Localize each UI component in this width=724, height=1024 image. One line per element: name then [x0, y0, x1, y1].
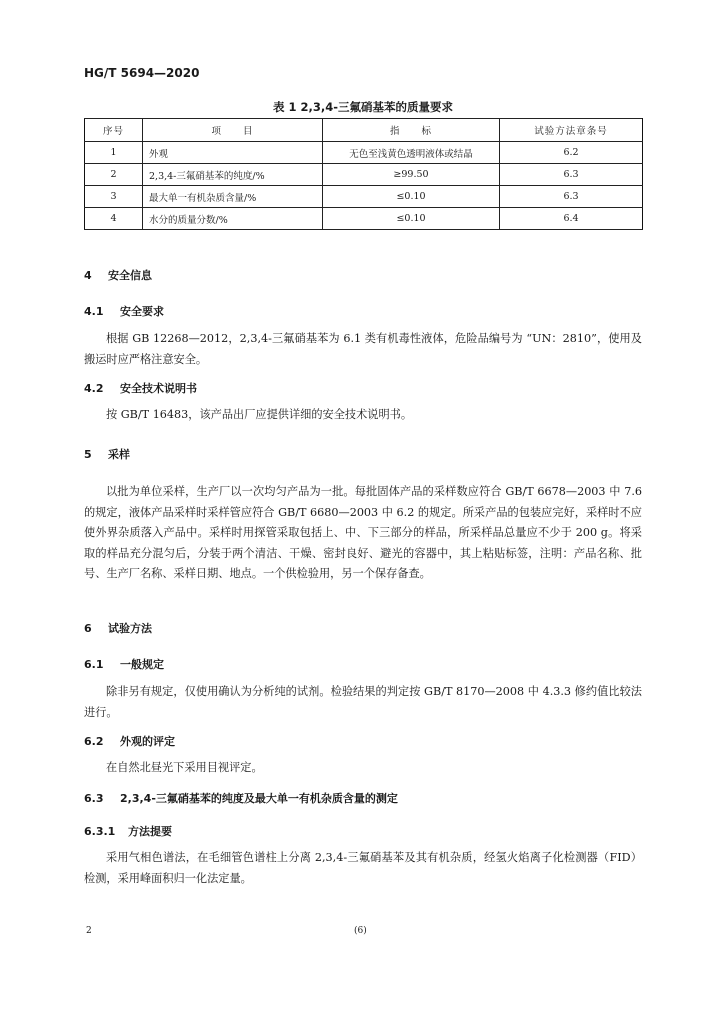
section-4-heading [84, 267, 152, 283]
section-6-3-1-text: 采用气相色谱法，在毛细管色谱柱上分离 2,3,4-三氟硝基苯及其有机杂质，经氢火焰离子化检测器（FID）检测，采用峰面积归一化法定量。 [84, 851, 642, 885]
cell-test-method: 6.4 [500, 208, 643, 230]
cell-item: 水分的质量分数/% [143, 208, 323, 230]
cell-test-method: 6.3 [500, 164, 643, 186]
center-page-mark: (6) [354, 926, 367, 936]
section-number: 6 [84, 622, 92, 635]
table-row [85, 208, 643, 230]
column-header-indicator: 指 标 [323, 119, 500, 142]
cell-indicator: ≥99.50 [323, 164, 500, 186]
section-6-2-heading [84, 733, 175, 749]
cell-indicator: ≤0.10 [323, 208, 500, 230]
section-4-2-heading [84, 380, 197, 396]
column-header-index: 序号 [85, 119, 143, 142]
cell-indicator: 无色至浅黄色透明液体或结晶 [323, 142, 500, 164]
section-4-1-text: 根据 GB 12268—2012，2,3,4-三氟硝基苯为 6.1 类有机毒性液体，危险品编号为 “UN：2810”，使用及搬运时应严格注意安全。 [84, 332, 642, 366]
cell-test-method: 6.2 [500, 142, 643, 164]
column-header-item: 项 目 [143, 119, 323, 142]
section-number: 4.2 [84, 382, 104, 395]
section-number: 6.2 [84, 735, 104, 748]
section-5-text: 以批为单位采样，生产厂以一次均匀产品为一批。每批固体产品的采样数应符合 GB/T 6678—2003 中 7.6 的规定，液体产品采样时采样管应符合 GB/T 6680—2003 中 6.2 的规定。所采产品的包装应完好，采样时不应使外界杂质落入产品中。采样时用探管采取包括上、中、下三部分的样品，所采样品总量应不少于 200 g。将采取的样品充分混匀后，分装于两个清洁、干燥、密封良好、避光的容器中，其上粘贴标签，注明：产品名称、批号、生产厂名称、采样日期、地点。一个供检验用，另一个保存备查。 [84, 485, 642, 580]
section-number: 6.3.1 [84, 825, 116, 838]
section-5-heading [84, 446, 130, 462]
section-title: 方法提要 [128, 825, 172, 838]
table-row [85, 142, 643, 164]
section-6-heading [84, 620, 152, 636]
section-title: 试验方法 [108, 622, 152, 635]
section-number: 6.3 [84, 792, 104, 805]
section-6-1-text: 除非另有规定，仅使用确认为分析纯的试剂。检验结果的判定按 GB/T 8170—2008 中 4.3.3 修约值比较法进行。 [84, 685, 642, 719]
cell-index: 4 [85, 208, 143, 230]
cell-test-method: 6.3 [500, 186, 643, 208]
cell-item: 2,3,4-三氟硝基苯的纯度/% [143, 164, 323, 186]
table-row [85, 164, 643, 186]
section-4-1-heading [84, 303, 164, 319]
section-title: 安全要求 [120, 305, 164, 318]
cell-indicator: ≤0.10 [323, 186, 500, 208]
section-title: 安全技术说明书 [120, 382, 197, 395]
section-6-3-heading [84, 790, 398, 806]
quality-requirements-table [84, 118, 643, 230]
section-title: 一般规定 [120, 658, 164, 671]
section-6-2-text: 在自然北昼光下采用目视评定。 [106, 761, 263, 774]
section-title: 安全信息 [108, 269, 152, 282]
cell-index: 3 [85, 186, 143, 208]
cell-item: 外观 [143, 142, 323, 164]
section-number: 4 [84, 269, 92, 282]
section-title: 采样 [108, 448, 130, 461]
table-row [85, 186, 643, 208]
section-4-2-text: 按 GB/T 16483，该产品出厂应提供详细的安全技术说明书。 [106, 408, 413, 421]
cell-index: 2 [85, 164, 143, 186]
page-number: 2 [86, 926, 92, 936]
column-header-test-method: 试验方法章条号 [500, 119, 643, 142]
section-title: 2,3,4-三氟硝基苯的纯度及最大单一有机杂质含量的测定 [120, 792, 398, 805]
table-header-row [85, 119, 643, 142]
standard-number: HG/T 5694—2020 [84, 66, 200, 80]
cell-item: 最大单一有机杂质含量/% [143, 186, 323, 208]
section-number: 6.1 [84, 658, 104, 671]
section-number: 5 [84, 448, 92, 461]
table-caption: 表 1 2,3,4-三氟硝基苯的质量要求 [272, 100, 454, 114]
section-number: 4.1 [84, 305, 104, 318]
section-6-1-heading [84, 656, 164, 672]
section-6-3-1-heading [84, 823, 172, 839]
cell-index: 1 [85, 142, 143, 164]
section-title: 外观的评定 [120, 735, 175, 748]
